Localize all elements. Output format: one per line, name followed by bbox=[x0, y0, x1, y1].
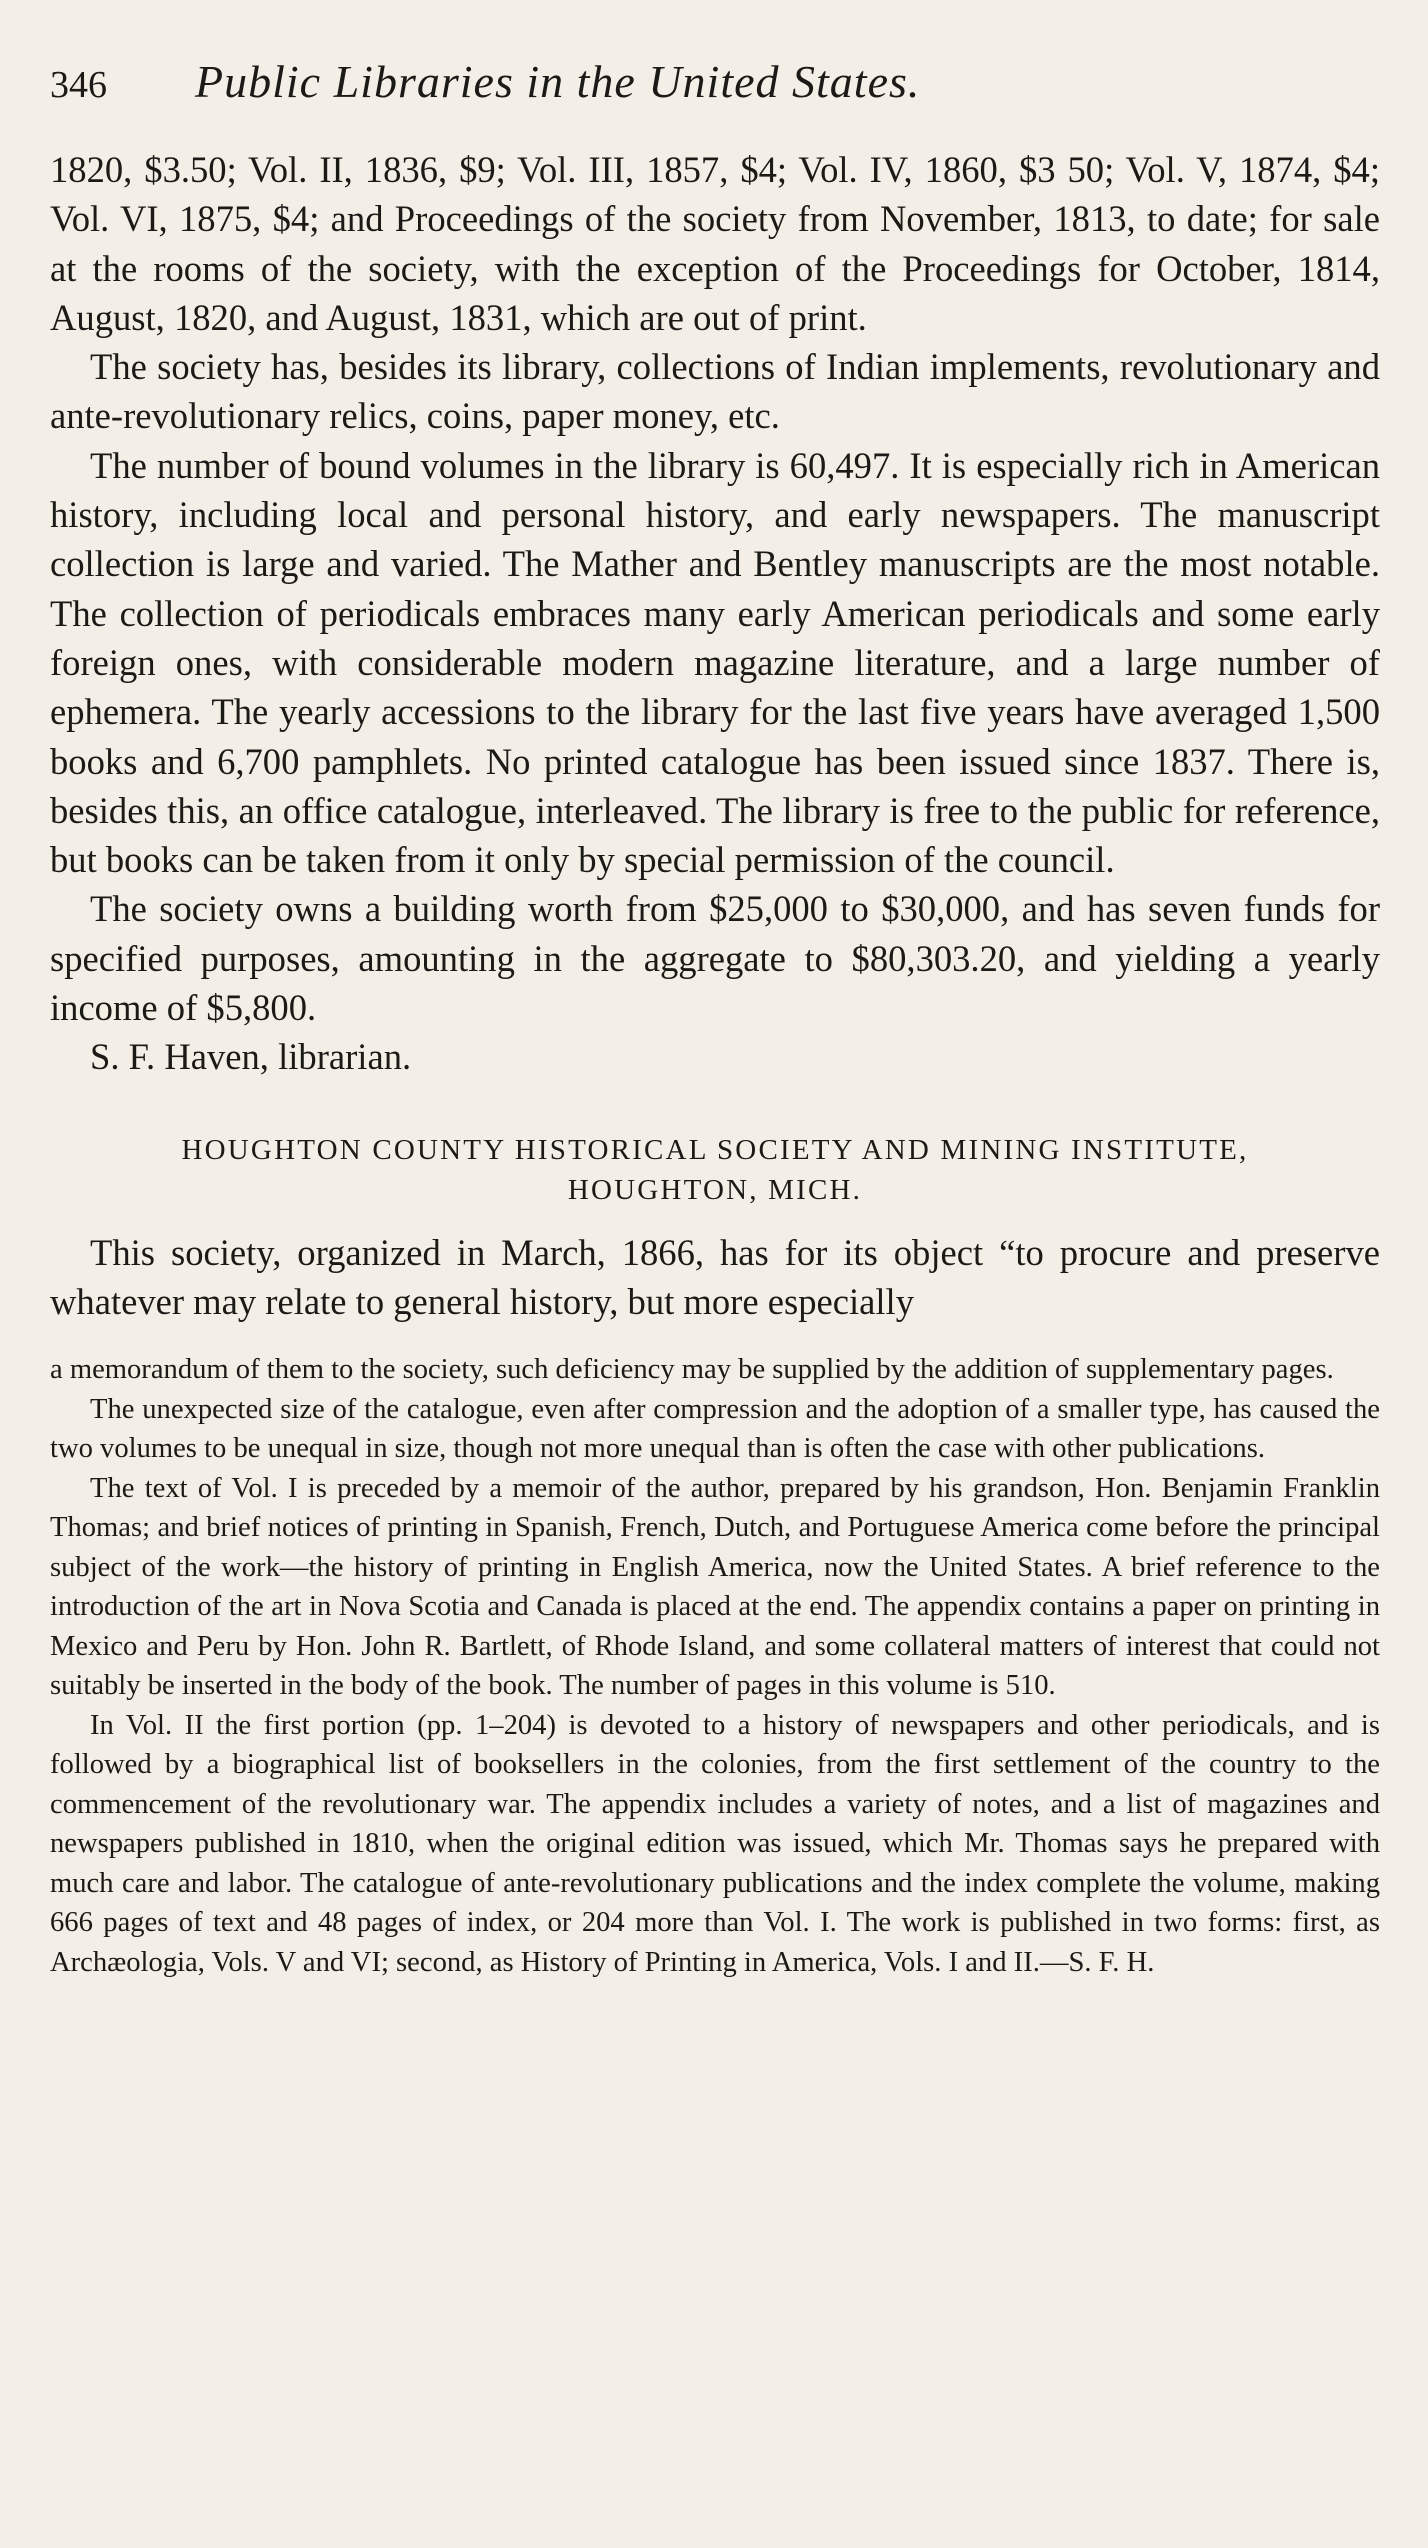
paragraph-librarian: S. F. Haven, librarian. bbox=[90, 1036, 412, 1078]
section-heading-location: HOUGHTON, MICH. bbox=[567, 1173, 863, 1206]
section-heading-title: HOUGHTON COUNTY HISTORICAL SOCIETY AND MINING INSTITUTE, bbox=[181, 1133, 1249, 1166]
running-title: Public Libraries in the United States. bbox=[195, 56, 921, 107]
page-number: 346 bbox=[50, 64, 107, 106]
main-text bbox=[50, 145, 1380, 1082]
paragraph-library-volumes: The number of bound volumes in the library is 60,497. It is especially rich in American history, including local and personal history, and early newspapers. The manuscript collection is large and varied. The Mather and Bentley manuscripts are the most notable. The collection of periodicals embraces many early American periodicals and some early foreign ones, with considerable modern magazine literature, and a large number of ephemera. The yearly accessions to the library for the last five years have averaged 1,500 books and 6,700 pamphlets. No printed catalogue has been issued since 1837. There is, besides this, an office catalogue, interleaved. The library is free to the public for reference, but books can be taken from it only by special permission of the council. bbox=[50, 444, 1380, 881]
paragraph-collections: The society has, besides its library, collections of Indian implements, revolutionary and ante-revolutionary relics, coins, paper money, etc. bbox=[50, 346, 1380, 437]
footnotes bbox=[50, 1350, 1380, 1982]
paragraph-houghton-society: This society, organized in March, 1866, has for its object “to procure and preserve whatever may relate to general history, but more especially bbox=[50, 1231, 1380, 1322]
footnote-paragraph: In Vol. II the first portion (pp. 1–204) is devoted to a history of newspapers and other periodicals, and is followed by a biographical list of booksellers in the colonies, from the first settlement of the country to the commencement of the revolutionary war. The appendix includes a variety of notes, and a list of magazines and newspapers published in 1810, when the original edition was issued, which Mr. Thomas says he prepared with much care and labor. The catalogue of ante-revolutionary publications and the index complete the volume, making 666 pages of text and 48 pages of index, or 204 more than Vol. I. The work is published in two forms: first, as Archæologia, Vols. V and VI; second, as History of Printing in America, Vols. I and II.—S. F. H. bbox=[50, 1709, 1380, 1978]
section-text bbox=[50, 1228, 1380, 1327]
book-page bbox=[50, 55, 1380, 2495]
footnote-paragraph: The unexpected size of the catalogue, even after compression and the adoption of a smaller type, has caused the two volumes to be unequal in size, though not more unequal than is often the case with other publications. bbox=[50, 1393, 1380, 1465]
paragraph-building-funds: The society owns a building worth from $25,000 to $30,000, and has seven funds for specified purposes, amounting in the aggregate to $80,303.20, and yielding a yearly income of $5,800. bbox=[50, 888, 1380, 1029]
footnote-paragraph: The text of Vol. I is preceded by a memoir of the author, prepared by his grandson, Hon. Benjamin Franklin Thomas; and brief notices of printing in Spanish, French, Dutch, and Portuguese America come before the principal subject of the work—the history of printing in English America, now the United States. A brief reference to the introduction of the art in Nova Scotia and Canada is placed at the end. The appendix contains a paper on printing in Mexico and Peru by Hon. John R. Bartlett, of Rhode Island, and some collateral matters of interest that could not suitably be inserted in the body of the book. The number of pages in this volume is 510. bbox=[50, 1472, 1380, 1702]
running-head bbox=[50, 55, 1380, 145]
section-heading bbox=[50, 1130, 1380, 1210]
paragraph-continued: 1820, $3.50; Vol. II, 1836, $9; Vol. III, 1857, $4; Vol. IV, 1860, $3 50; Vol. V, 1874, $4; Vol. VI, 1875, $4; and Proceedings of the society from November, 1813, to date; for sale at the rooms of the society, with the exception of the Proceedings for October, 1814, August, 1820, and August, 1831, which are out of print. bbox=[50, 149, 1380, 338]
footnote-paragraph: a memorandum of them to the society, such deficiency may be supplied by the addition of supplementary pages. bbox=[50, 1354, 1334, 1386]
